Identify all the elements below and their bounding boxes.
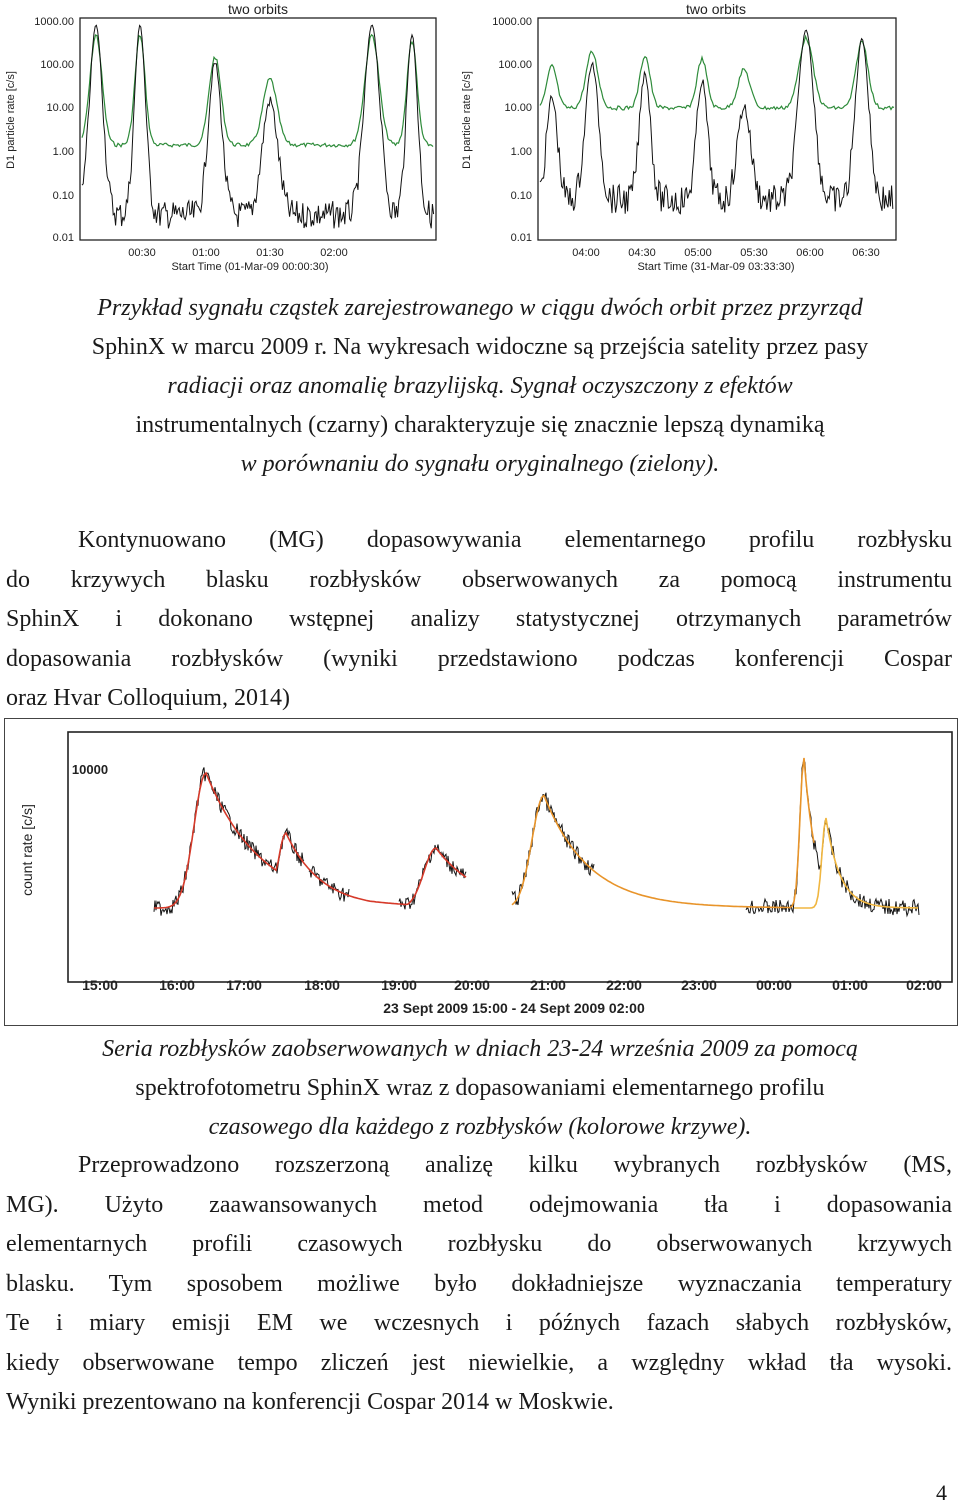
y-tick-label: 1.00 [510, 146, 532, 158]
paragraph-line: Wyniki prezentowano na konferencji Cospar 2014 w Moskwie. [6, 1389, 614, 1415]
y-tick-label: 0.10 [510, 190, 532, 202]
y-tick-label: 1000.00 [492, 16, 532, 28]
figure-2-ylabel: count rate [c/s] [19, 804, 35, 896]
caption-line: spektrofotometru SphinX wraz z dopasowaniami elementarnego profilu [135, 1075, 825, 1101]
paragraph-line: Kontynuowano (MG) dopasowywania elementarnego profilu rozbłysku [78, 527, 952, 553]
paragraph-line: do krzywych blasku rozbłysków obserwowanych za pomocą instrumentu [6, 566, 952, 593]
left-plot-xlabel: Start Time (01-Mar-09 00:00:30) [171, 261, 329, 273]
flare-series-figure [4, 718, 958, 1026]
x-tick-label: 04:00 [572, 247, 600, 259]
figure-2-ytick: 10000 [71, 762, 109, 777]
x-tick-label: 01:00 [192, 247, 220, 259]
left-plot-title: two orbits [228, 1, 288, 17]
x-tick-label: 20:00 [454, 977, 490, 993]
right-plot-xlabel: Start Time (31-Mar-09 03:33:30) [637, 261, 795, 273]
caption-line: instrumentalnych (czarny) charakteryzuje się znacznie lepszą dynamiką [135, 412, 825, 438]
x-tick-label: 05:00 [684, 247, 712, 259]
paragraph-line: kiedy obserwowane tempo zliczeń jest niewielkie, a względny wkład tła wysoki. [6, 1349, 952, 1376]
right-plot-ylabel: D1 particle rate [c/s] [461, 71, 473, 169]
right-black-signal [540, 30, 893, 214]
x-tick-label: 00:00 [756, 977, 792, 993]
paragraph-line: Przeprowadzono rozszerzoną analizę kilku wybranych rozbłysków (MS, [78, 1152, 952, 1178]
left-plot-ylabel: D1 particle rate [c/s] [5, 71, 17, 169]
figure-1-caption [0, 289, 960, 484]
x-tick-label: 01:00 [832, 977, 868, 993]
paragraph-1 [6, 521, 952, 719]
x-tick-label: 02:00 [320, 247, 348, 259]
y-tick-label: 1.00 [52, 146, 74, 158]
orbit-plots-figure [0, 0, 960, 280]
paragraph-line: MG). Użyto zaawansowanych metod odejmowania tła i dopasowania [6, 1191, 952, 1218]
right-orbit-plot [461, 1, 896, 273]
caption-line: czasowego dla każdego z rozbłysków (kolorowe krzywe). [208, 1114, 752, 1140]
x-tick-label: 04:30 [628, 247, 656, 259]
x-tick-label: 21:00 [530, 977, 566, 993]
x-tick-label: 18:00 [304, 977, 340, 993]
x-tick-label: 23:00 [681, 977, 717, 993]
x-tick-label: 02:00 [906, 977, 942, 993]
right-plot-yticks [492, 16, 532, 244]
paragraph-line: blasku. Tym sposobem możliwe było dokładniejsze wyznaczania temperatury [6, 1270, 952, 1297]
x-tick-label: 06:30 [852, 247, 880, 259]
left-plot-yticks [34, 16, 74, 244]
right-plot-title: two orbits [686, 1, 746, 17]
paragraph-line: elementarnych profili czasowych rozbłysku do obserwowanych krzywych [6, 1231, 952, 1257]
paragraph-line: Te i miary emisji EM we wczesnych i późnych fazach słabych rozbłysków, [6, 1310, 952, 1336]
y-tick-label: 0.01 [510, 232, 532, 244]
x-tick-label: 17:00 [226, 977, 262, 993]
caption-line: Seria rozbłysków zaobserwowanych w dniach 23-24 września 2009 za pomocą [102, 1036, 858, 1062]
x-tick-label: 16:00 [159, 977, 195, 993]
y-tick-label: 0.01 [52, 232, 74, 244]
paragraph-line: oraz Hvar Colloquium, 2014) [6, 685, 290, 711]
x-tick-label: 05:30 [740, 247, 768, 259]
caption-line: radiacji oraz anomalię brazylijską. Sygnał oczyszczony z efektów [167, 373, 793, 399]
y-tick-label: 10.00 [504, 102, 532, 114]
left-black-signal [82, 25, 434, 228]
x-tick-label: 01:30 [256, 247, 284, 259]
y-tick-label: 100.00 [40, 59, 74, 71]
page-number: 4 [936, 1480, 947, 1505]
figure-2-xlabel: 23 Sept 2009 15:00 - 24 Sept 2009 02:00 [383, 1000, 645, 1016]
paragraph-line: dopasowania rozbłysków (wyniki przedstawiono podczas konferencji Cospar [6, 645, 952, 672]
y-tick-label: 1000.00 [34, 16, 74, 28]
x-tick-label: 19:00 [381, 977, 417, 993]
left-plot-xticks [128, 247, 348, 259]
paragraph-2 [6, 1146, 952, 1423]
y-tick-label: 0.10 [52, 190, 74, 202]
paragraph-line: SphinX i dokonano wstępnej analizy statystycznej otrzymanych parametrów [6, 606, 952, 632]
x-tick-label: 22:00 [606, 977, 642, 993]
caption-line: Przykład sygnału cząstek zarejestrowanego w ciągu dwóch orbit przez przyrząd [97, 295, 863, 321]
x-tick-label: 15:00 [82, 977, 118, 993]
caption-line: w porównaniu do sygnału oryginalnego (zielony). [240, 451, 720, 477]
left-orbit-plot [5, 1, 436, 273]
caption-line: SphinX w marcu 2009 r. Na wykresach widoczne są przejścia satelity przez pasy [91, 334, 869, 360]
x-tick-label: 06:00 [796, 247, 824, 259]
y-tick-label: 100.00 [498, 59, 532, 71]
y-tick-label: 10.00 [46, 102, 74, 114]
right-plot-xticks [572, 247, 880, 259]
right-green-signal [540, 36, 894, 110]
x-tick-label: 00:30 [128, 247, 156, 259]
figure-2-caption [0, 1030, 960, 1147]
